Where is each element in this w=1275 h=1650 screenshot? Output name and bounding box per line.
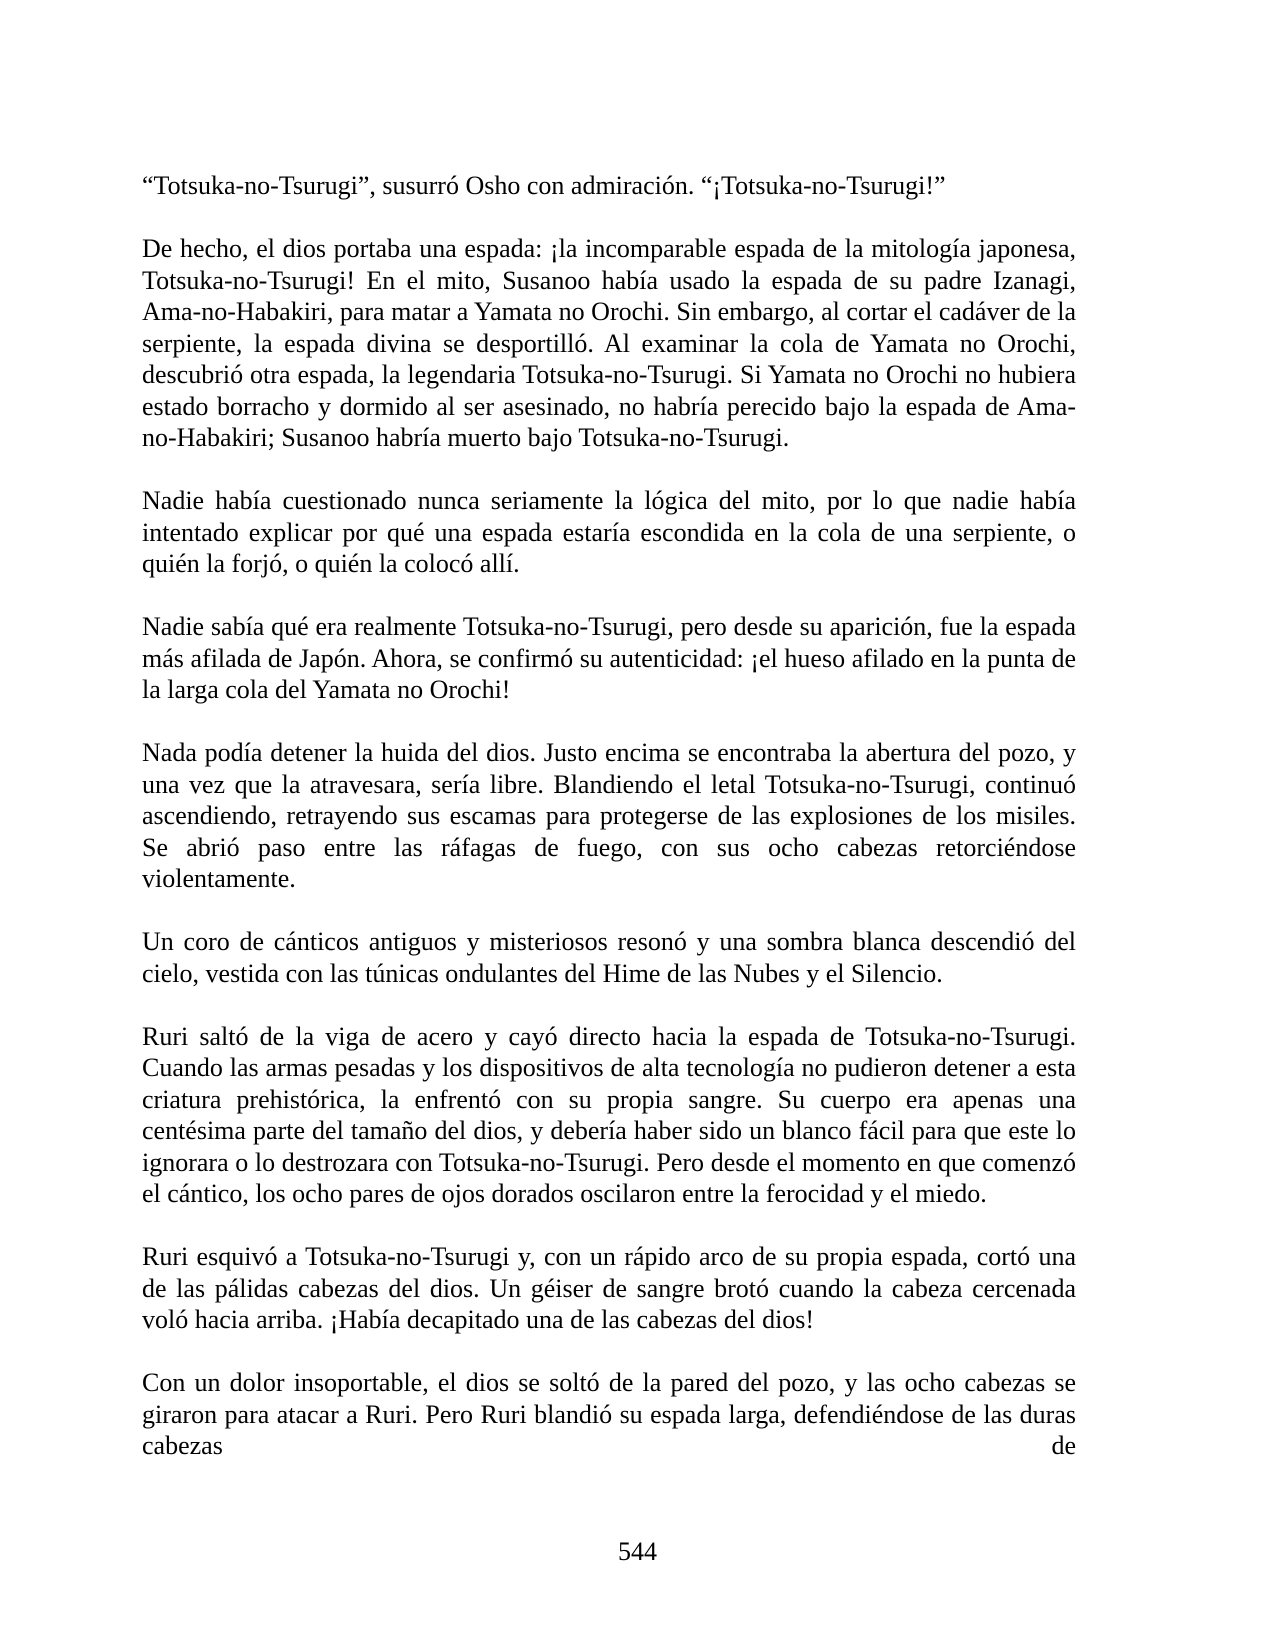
text-block: [142, 170, 1076, 1493]
page-number: 544: [618, 1537, 657, 1566]
paragraph: Nadie sabía qué era realmente Totsuka-no-Tsurugi, pero desde su aparición, fue la espada más afilada de Japón. Ahora, se confirmó su autenticidad: ¡el hueso afilado en la punta de la larga cola del Yamata no Orochi!: [142, 612, 1076, 704]
paragraph: Nadie había cuestionado nunca seriamente la lógica del mito, por lo que nadie había intentado explicar por qué una espada estaría escondida en la cola de una serpiente, o quién la forjó, o quién la colocó allí.: [142, 486, 1076, 578]
paragraph: Ruri esquivó a Totsuka-no-Tsurugi y, con un rápido arco de su propia espada, cortó una de las pálidas cabezas del dios. Un géiser de sangre brotó cuando la cabeza cercenada voló hacia arriba. ¡Había decapitado una de las cabezas del dios!: [142, 1242, 1076, 1334]
paragraph: De hecho, el dios portaba una espada: ¡la incomparable espada de la mitología japonesa, Totsuka-no-Tsurugi! En el mito, Susanoo había usado la espada de su padre Izanagi, Ama-no-Habakiri, para matar a Yamata no Orochi. Sin embargo, al cortar el cadáver de la serpiente, la espada divina se desportilló. Al examinar la cola de Yamata no Orochi, descubrió otra espada, la legendaria Totsuka-no-Tsurugi. Si Yamata no Orochi no hubiera estado borracho y dormido al ser asesinado, no habría perecido bajo la espada de Ama-no-Habakiri; Susanoo habría muerto bajo Totsuka-no-Tsurugi.: [142, 234, 1076, 452]
paragraph: “Totsuka-no-Tsurugi”, susurró Osho con admiración. “¡Totsuka-no-Tsurugi!”: [142, 171, 946, 200]
paragraph: Con un dolor insoportable, el dios se soltó de la pared del pozo, y las ocho cabezas se giraron para atacar a Ruri. Pero Ruri blandió su espada larga, defendiéndose de las duras cabezas de: [142, 1368, 1076, 1460]
paragraph: Un coro de cánticos antiguos y misteriosos resonó y una sombra blanca descendió del cielo, vestida con las túnicas ondulantes del Hime de las Nubes y el Silencio.: [142, 927, 1076, 988]
paragraph: Ruri saltó de la viga de acero y cayó directo hacia la espada de Totsuka-no-Tsurugi. Cuando las armas pesadas y los dispositivos de alta tecnología no pudieron detener a esta criatura prehistórica, la enfrentó con su propia sangre. Su cuerpo era apenas una centésima parte del tamaño del dios, y debería haber sido un blanco fácil para que este lo ignorara o lo destrozara con Totsuka-no-Tsurugi. Pero desde el momento en que comenzó el cántico, los ocho pares de ojos dorados oscilaron entre la ferocidad y el miedo.: [142, 1021, 1076, 1208]
paragraph: Nada podía detener la huida del dios. Justo encima se encontraba la abertura del pozo, y una vez que la atravesara, sería libre. Blandiendo el letal Totsuka-no-Tsurugi, continuó ascendiendo, retrayendo sus escamas para protegerse de las explosiones de los misiles. Se abrió paso entre las ráfagas de fuego, con sus ocho cabezas retorciéndose violentamente.: [142, 738, 1076, 893]
